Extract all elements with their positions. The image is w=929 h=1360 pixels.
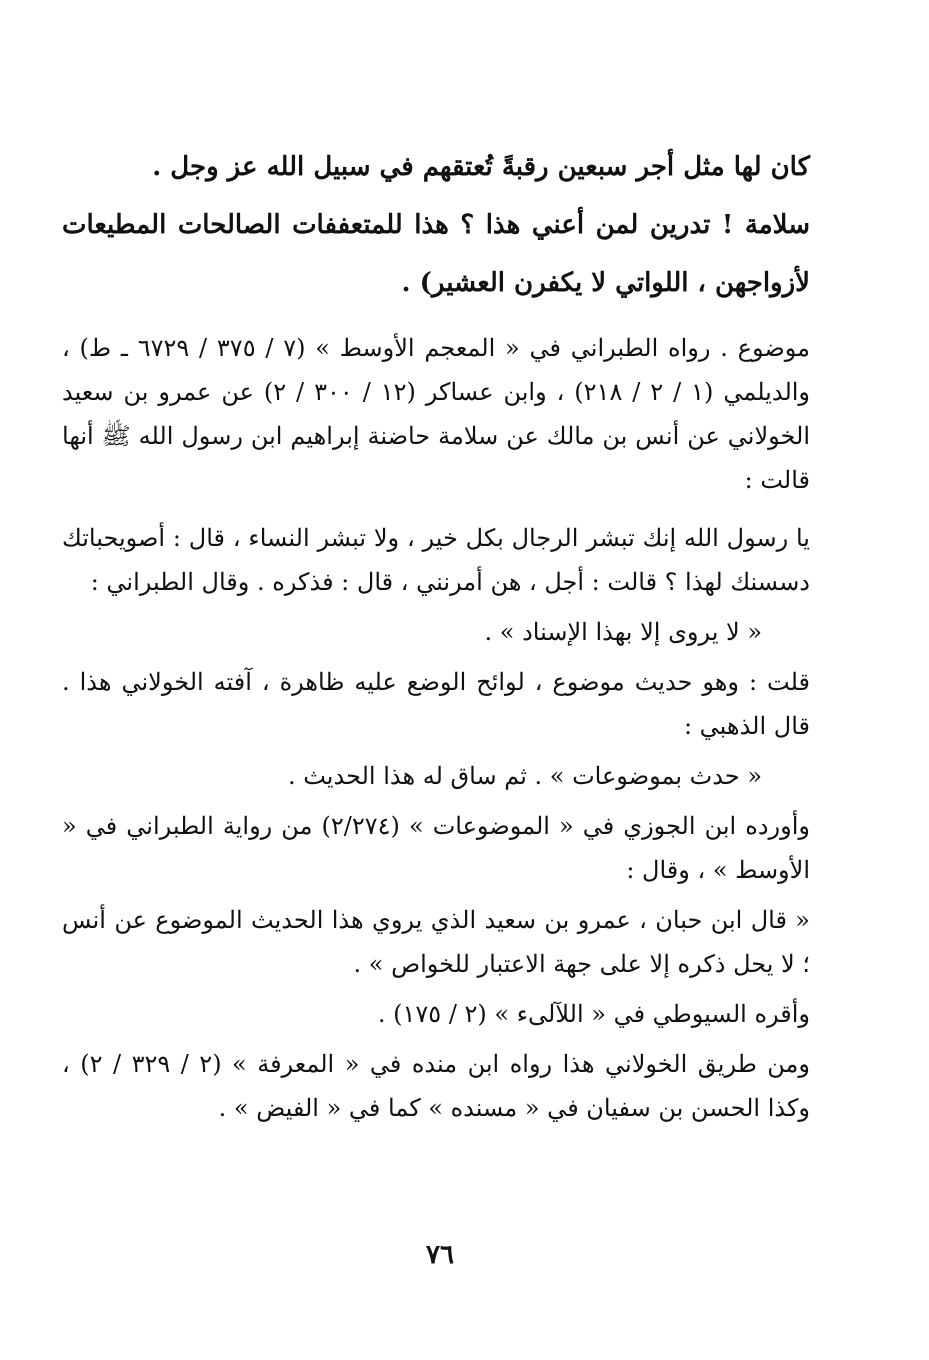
suyuti-paragraph: وأقره السيوطي في « اللآلىء » (٢ / ١٧٥) . xyxy=(377,1000,810,1028)
takhrij-paragraph: موضوع . رواه الطبراني في « المعجم الأوسط » (٧ / ٣٧٥ / ٦٧٢٩ ـ ط) ، والديلمي (١ / ٢ / ٢١٨) ، وابن عساكر (١٢ / ٣٠٠ / ٢) عن عمرو بن سعيد الخولاني عن أنس بن مالك عن سلامة حاضنة إبراهيم ابن رسول الله ﷺ أنها قالت : xyxy=(62,334,811,494)
ibn-jawzi-paragraph: وأورده ابن الجوزي في « الموضوعات » (٢/٢٧٤) من رواية الطبراني في « الأوسط » ، وقال : xyxy=(62,812,810,884)
khulani-route-paragraph: ومن طريق الخولاني هذا رواه ابن منده في « المعرفة » (٢ / ٣٢٩ / ٢) ، وكذا الحسن بن سفيان في « مسنده » كما في « الفيض » . xyxy=(62,1050,810,1122)
page-number: ٧٦ xyxy=(426,1240,454,1270)
tabarani-quote: « لا يروى إلا بهذا الإسناد » . xyxy=(484,618,762,646)
ibn-hibban-quote: « قال ابن حبان ، عمرو بن سعيد الذي يروي هذا الحديث الموضوع عن أنس ؛ لا يحل ذكره إلا على جهة الاعتبار للخواص » . xyxy=(62,906,810,978)
dhahabi-quote: « حدث بموضوعات » . ثم ساق له هذا الحديث . xyxy=(287,762,762,790)
hadith-text-end: كان لها مثل أجر سبعين رقبةً تُعتقهم في سبيل الله عز وجل . xyxy=(152,152,810,182)
hadith-text-continuation: سلامة ! تدرين لمن أعني هذا ؟ هذا للمتعففات الصالحات المطيعات لأزواجهن ، اللواتي لا يكفرن العشير) . xyxy=(62,210,810,298)
narration-paragraph: يا رسول الله إنك تبشر الرجال بكل خير ، ولا تبشر النساء ، قال : أصويحباتك دسسنك لهذا ؟ قالت : أجل ، هن أمرنني ، قال : فذكره . وقال الطبراني : xyxy=(62,524,810,596)
author-comment-paragraph: قلت : وهو حديث موضوع ، لوائح الوضع عليه ظاهرة ، آفته الخولاني هذا . قال الذهبي : xyxy=(62,668,810,740)
page-body xyxy=(62,138,810,1136)
